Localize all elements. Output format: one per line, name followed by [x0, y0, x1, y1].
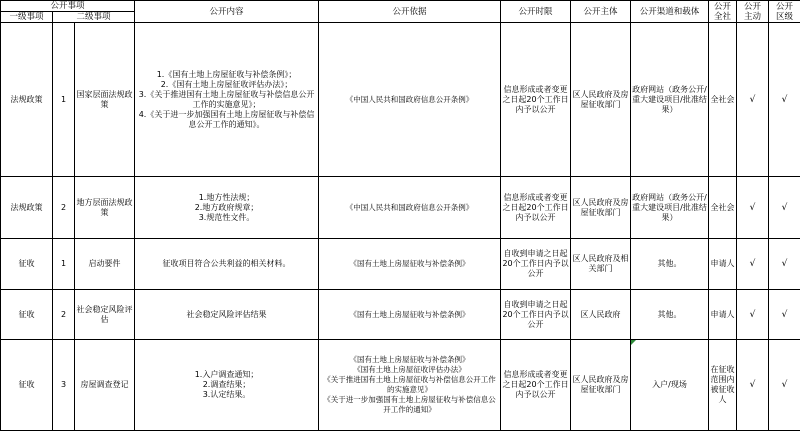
- cell-district-check: √: [769, 23, 800, 177]
- header-channel: 公开渠道和载体: [631, 1, 709, 23]
- cell-district-check: √: [769, 290, 800, 340]
- cell-num: 3: [53, 340, 75, 431]
- header-subject: 公开主体: [571, 1, 631, 23]
- cell-basis: 《国有土地上房屋征收与补偿条例》: [319, 239, 501, 290]
- header-district: 公开 区级: [769, 1, 800, 23]
- cell-time: 信息形成或者变更之日起20个工作日内予以公开: [501, 177, 571, 239]
- header-basis: 公开依据: [319, 1, 501, 23]
- table-row: [1, 340, 800, 431]
- table-row: [1, 177, 800, 239]
- cell-district-check: √: [769, 239, 800, 290]
- header-active: 公开 主动: [737, 1, 769, 23]
- cell-time: 自收到申请之日起20个工作日内予以公开: [501, 239, 571, 290]
- cell-content: 社会稳定风险评估结果: [135, 290, 319, 340]
- cell-time: 信息形成或者变更之日起20个工作日内予以公开: [501, 340, 571, 431]
- cell-scope: 申请人: [709, 290, 737, 340]
- cell-active-check: √: [737, 239, 769, 290]
- cell-level1: 法规政策: [1, 23, 53, 177]
- header-level1: 一级事项: [1, 12, 53, 23]
- cell-active-check: √: [737, 290, 769, 340]
- cell-district-check: √: [769, 177, 800, 239]
- cell-channel: 其他。: [631, 290, 709, 340]
- cell-level2: 地方层面法规政策: [75, 177, 135, 239]
- header-scope: 公开 全社: [709, 1, 737, 23]
- cell-content: 1.《国有土地上房屋征收与补偿条例》； 2.《国有土地上房屋征收评估办法》； 3.《关于推进国有土地上房屋征收与补偿信息公开工作的实施意见》； 4.《关于进一步加强国有土地上房屋征收与补偿信息公开工作的通知》。: [135, 23, 319, 177]
- cell-scope: 全社会: [709, 177, 737, 239]
- cell-level2: 社会稳定风险评估: [75, 290, 135, 340]
- cell-basis: 《国有土地上房屋征收与补偿条例》: [319, 290, 501, 340]
- cell-level1: 征收: [1, 290, 53, 340]
- cell-num: 2: [53, 177, 75, 239]
- cell-content: 1.入户调查通知； 2.调查结果； 3.认定结果。: [135, 340, 319, 431]
- cell-channel: 政府网站（政务公开/重大建设项目/批准结果）: [631, 23, 709, 177]
- header-time: 公开时限: [501, 1, 571, 23]
- cell-num: 2: [53, 290, 75, 340]
- cell-subject: 区人民政府: [571, 290, 631, 340]
- cell-subject: 区人民政府及相关部门: [571, 239, 631, 290]
- cell-channel: 政府网站（政务公开/重大建设项目/批准结果）: [631, 177, 709, 239]
- cell-subject: 区人民政府及房屋征收部门: [571, 177, 631, 239]
- cell-content: 征收项目符合公共利益的相关材料。: [135, 239, 319, 290]
- cell-channel: 其他。: [631, 239, 709, 290]
- header-content: 公开内容: [135, 1, 319, 23]
- cell-num: 1: [53, 239, 75, 290]
- cell-num: 1: [53, 23, 75, 177]
- table-row: [1, 290, 800, 340]
- header-public-items: 公开事项: [1, 1, 135, 12]
- cell-scope: 全社会: [709, 23, 737, 177]
- cell-basis: 《中国人民共和国政府信息公开条例》: [319, 23, 501, 177]
- cell-time: 自收到申请之日起20个工作日内予以公开: [501, 290, 571, 340]
- cell-scope: 在征收范围内被征收人: [709, 340, 737, 431]
- table-row: [1, 23, 800, 177]
- cell-active-check: √: [737, 177, 769, 239]
- cell-active-check: √: [737, 340, 769, 431]
- cell-content: 1.地方性法规； 2.地方政府规章； 3.规范性文件。: [135, 177, 319, 239]
- cell-level1: 征收: [1, 340, 53, 431]
- cell-district-check: √: [769, 340, 800, 431]
- table-row: [1, 239, 800, 290]
- header-level2: 二级事项: [53, 12, 135, 23]
- cell-basis: 《国有土地上房屋征收与补偿条例》 《国有土地上房屋征收评估办法》 《关于推进国有土地上房屋征收与补偿信息公开工作的实施意见》 《关于进一步加强国有土地上房屋征收与补偿信息公开工作的通知》: [319, 340, 501, 431]
- comment-indicator-icon: [631, 340, 636, 345]
- cell-subject: 区人民政府及房屋征收部门: [571, 340, 631, 431]
- cell-subject: 区人民政府及房屋征收部门: [571, 23, 631, 177]
- cell-level2: 启动要件: [75, 239, 135, 290]
- cell-level2: 国家层面法规政策: [75, 23, 135, 177]
- cell-level2: 房屋调查登记: [75, 340, 135, 431]
- cell-channel: 入户/现场: [631, 340, 709, 431]
- cell-basis: 《中国人民共和国政府信息公开条例》: [319, 177, 501, 239]
- cell-level1: 法规政策: [1, 177, 53, 239]
- cell-scope: 申请人: [709, 239, 737, 290]
- cell-time: 信息形成或者变更之日起20个工作日内予以公开: [501, 23, 571, 177]
- cell-level1: 征收: [1, 239, 53, 290]
- cell-active-check: √: [737, 23, 769, 177]
